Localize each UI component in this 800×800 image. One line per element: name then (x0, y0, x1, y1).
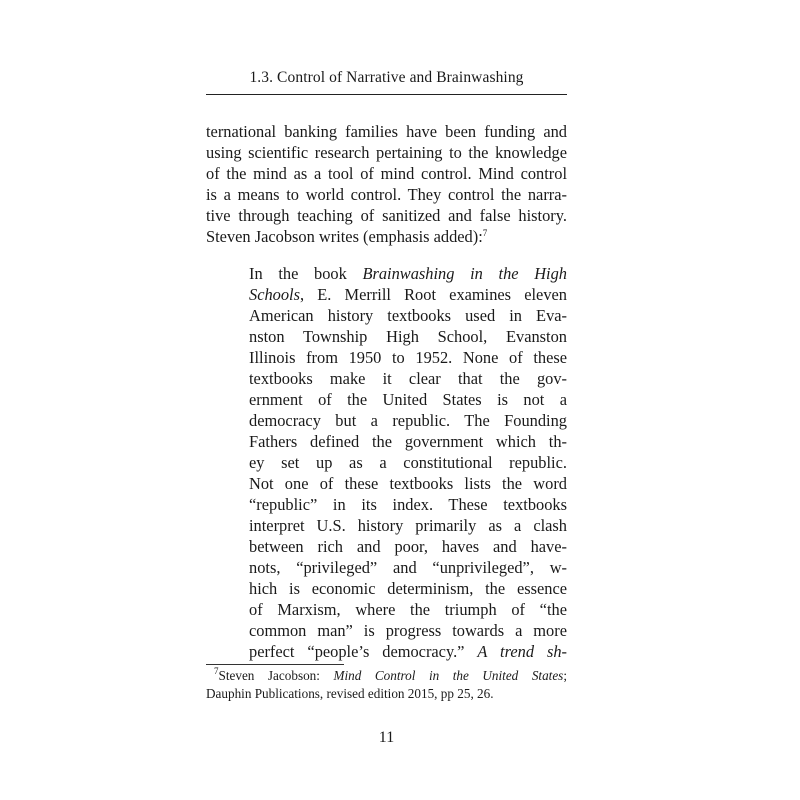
quote-line: Illinois from 1950 to 1952. None of these (249, 348, 567, 367)
quote-line: democracy but a republic. The Founding (249, 411, 567, 430)
quote-line: between rich and poor, haves and have- (249, 537, 567, 556)
body-line: using scientific research pertaining to the knowledge (206, 143, 567, 162)
quote-text: , E. Merrill Root examines eleven (300, 285, 567, 304)
body-line: tive through teaching of sanitized and false history. (206, 206, 567, 225)
body-line: ternational banking families have been funding and (206, 122, 567, 141)
quote-line: American history textbooks used in Eva- (249, 306, 567, 325)
quote-line: textbooks make it clear that the gov- (249, 369, 567, 388)
footnote-author: Steven Jacobson: (218, 668, 334, 683)
quote-line (249, 642, 567, 662)
body-line: is a means to world control. They control the narra- (206, 185, 567, 204)
quote-line: common man” is progress towards a more (249, 621, 567, 640)
quote-line: nots, “privileged” and “unprivileged”, w- (249, 558, 567, 577)
quote-text: perfect “people’s democracy.” (249, 642, 478, 661)
quote-line: ernment of the United States is not a (249, 390, 567, 409)
page-number: 11 (378, 729, 395, 746)
quote-emphasis-italic: A trend sh- (477, 642, 567, 661)
book-title-italic: Schools (249, 285, 300, 304)
quote-line: interpret U.S. history primarily as a clash (249, 516, 567, 535)
quote-line (249, 285, 567, 305)
footnote-reference[interactable]: 7 (482, 228, 488, 238)
body-line-text: Steven Jacobson writes (emphasis added): (206, 227, 483, 246)
quote-line: of Marxism, where the triumph of “the (249, 600, 567, 619)
quote-line: ey set up as a constitutional republic. (249, 453, 567, 472)
body-line-last (206, 227, 567, 247)
quote-line: nston Township High School, Evanston (249, 327, 567, 346)
quote-line: “republic” in its index. These textbooks (249, 495, 567, 514)
footnote-line: Dauphin Publications, revised edition 2015, pp 25, 26. (206, 686, 494, 701)
footnote-title-italic: Mind Control in the United States (333, 668, 564, 683)
footnote-mark: 7 (214, 666, 219, 676)
quote-line: hich is economic determinism, the essence (249, 579, 567, 598)
quote-line (249, 264, 567, 284)
quote-text: In the book (249, 264, 363, 283)
quote-line: Not one of these textbooks lists the word (249, 474, 567, 493)
book-title-italic: Brainwashing in the High (362, 264, 567, 283)
body-line: of the mind as a tool of mind control. Mind control (206, 164, 567, 183)
footnote-text: ; (563, 668, 567, 683)
quote-line: Fathers defined the government which th- (249, 432, 567, 451)
footnote-line (206, 668, 567, 684)
header-rule (206, 94, 567, 95)
running-head: 1.3. Control of Narrative and Brainwashing (249, 69, 524, 86)
footnote-rule (206, 664, 344, 665)
